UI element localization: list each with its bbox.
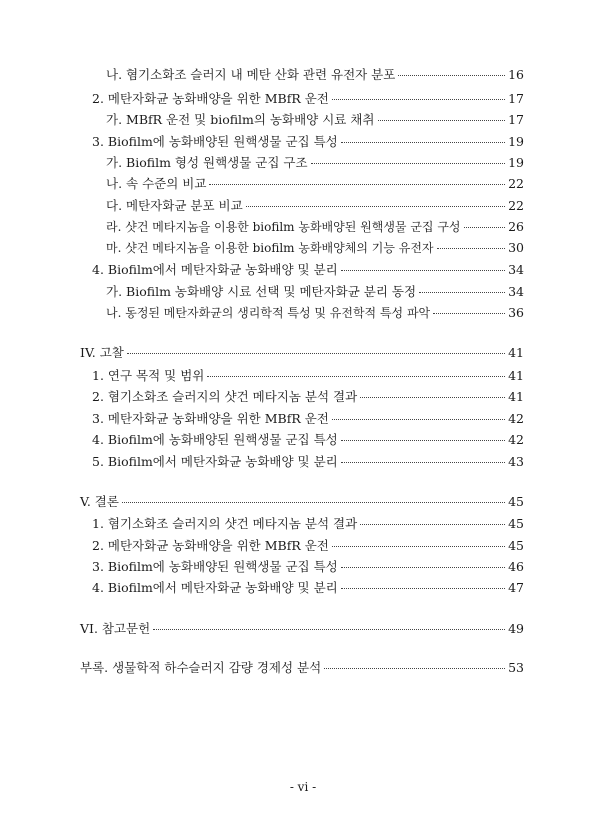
- toc-entry-page: 42: [508, 432, 524, 447]
- toc-entry[interactable]: [106, 305, 524, 321]
- toc-entry-page: 41: [508, 368, 524, 383]
- toc-entry-label: 나. 혐기소화조 슬러지 내 메탄 산화 관련 유전자 분포: [106, 67, 396, 82]
- toc-entry-page: 22: [508, 176, 524, 191]
- toc-entry[interactable]: [106, 219, 524, 235]
- toc-entry-label: 라. 샷건 메타지놈을 이용한 biofilm 농화배양된 원핵생물 군집 구성: [106, 220, 461, 234]
- toc-entry-label: 5. Biofilm에서 메탄자화균 농화배양 및 분리: [92, 454, 338, 469]
- dot-leader: [341, 270, 505, 271]
- dot-leader: [341, 462, 505, 463]
- toc-entry-label: IV. 고찰: [80, 345, 124, 360]
- dot-leader: [378, 120, 506, 121]
- toc-entry-page: 41: [508, 389, 524, 404]
- toc-entry-label: V. 결론: [80, 494, 119, 509]
- dot-leader: [332, 419, 505, 420]
- toc-entry[interactable]: [92, 134, 524, 150]
- toc-entry-page: 34: [508, 284, 524, 299]
- dot-leader: [209, 184, 505, 185]
- dot-leader: [153, 629, 505, 630]
- dot-leader: [464, 227, 506, 228]
- toc-entry-label: 1. 연구 목적 및 범위: [92, 368, 205, 383]
- toc-entry-page: 41: [508, 345, 524, 360]
- dot-leader: [246, 206, 505, 207]
- toc-entry[interactable]: [106, 112, 524, 128]
- toc-entry-page: 42: [508, 411, 524, 426]
- toc-entry-page: 17: [508, 91, 524, 106]
- toc-entry-page: 47: [508, 580, 524, 595]
- dot-leader: [433, 313, 505, 314]
- toc-entry-label: 1. 혐기소화조 슬러지의 샷건 메타지놈 분석 결과: [92, 516, 358, 531]
- toc-entry-page: 45: [508, 516, 524, 531]
- toc-entry[interactable]: [106, 240, 524, 256]
- dot-leader: [332, 546, 505, 547]
- dot-leader: [341, 588, 505, 589]
- toc-entry-label: 3. 메탄자화균 농화배양을 위한 MBfR 운전: [92, 411, 329, 426]
- toc-entry-label: 나. 속 수준의 비교: [106, 176, 207, 191]
- toc-entry-page: 46: [508, 559, 524, 574]
- toc-entry-label: 3. Biofilm에 농화배양된 원핵생물 군집 특성: [92, 134, 338, 149]
- toc-entry[interactable]: [92, 559, 524, 575]
- toc-entry-page: 45: [508, 538, 524, 553]
- toc-entry-label: 2. 메탄자화균 농화배양을 위한 MBfR 운전: [92, 91, 329, 106]
- dot-leader: [341, 440, 505, 441]
- toc-entry-label: 다. 메탄자화균 분포 비교: [106, 198, 243, 213]
- toc-entry-page: 43: [508, 454, 524, 469]
- toc-entry-page: 36: [508, 305, 524, 320]
- dot-leader: [419, 292, 505, 293]
- toc-entry-label: 부록. 생물학적 하수슬러지 감량 경제성 분석: [80, 660, 322, 675]
- toc-entry-label: 2. 혐기소화조 슬러지의 샷건 메타지놈 분석 결과: [92, 389, 358, 404]
- toc-entry[interactable]: [92, 580, 524, 596]
- toc-entry[interactable]: [92, 538, 524, 554]
- dot-leader: [311, 163, 506, 164]
- toc-entry[interactable]: [80, 621, 524, 637]
- toc-entry[interactable]: [92, 432, 524, 448]
- toc-entry-page: 53: [508, 660, 524, 675]
- dot-leader: [437, 248, 506, 249]
- toc-entry-page: 17: [508, 112, 524, 127]
- dot-leader: [360, 524, 505, 525]
- toc-entry-label: 3. Biofilm에 농화배양된 원핵생물 군집 특성: [92, 559, 338, 574]
- toc-entry-page: 19: [508, 155, 524, 170]
- toc-entry-page: 30: [508, 240, 524, 255]
- toc-entry[interactable]: [80, 345, 524, 361]
- toc-entry[interactable]: [92, 454, 524, 470]
- toc-entry-label: 4. Biofilm에 농화배양된 원핵생물 군집 특성: [92, 432, 338, 447]
- page-number-footer: - vi -: [289, 780, 317, 794]
- toc-entry-page: 16: [508, 67, 524, 82]
- toc-entry-page: 22: [508, 198, 524, 213]
- dot-leader: [341, 142, 505, 143]
- toc-entry[interactable]: [92, 411, 524, 427]
- toc-entry[interactable]: [106, 176, 524, 192]
- toc-entry-label: 가. Biofilm 형성 원핵생물 군집 구조: [106, 155, 308, 170]
- toc-entry[interactable]: [106, 198, 524, 214]
- toc-entry[interactable]: [92, 262, 524, 278]
- toc-entry[interactable]: [92, 91, 524, 107]
- toc-entry-page: 49: [508, 621, 524, 636]
- toc-entry-label: 4. Biofilm에서 메탄자화균 농화배양 및 분리: [92, 580, 338, 595]
- dot-leader: [324, 668, 505, 669]
- dot-leader: [341, 567, 505, 568]
- toc-entry-label: 4. Biofilm에서 메탄자화균 농화배양 및 분리: [92, 262, 338, 277]
- toc-entry[interactable]: [92, 389, 524, 405]
- dot-leader: [332, 99, 505, 100]
- toc-entry-label: 나. 동정된 메탄자화균의 생리학적 특성 및 유전학적 특성 파악: [106, 306, 431, 320]
- toc-entry-label: VI. 참고문헌: [80, 621, 151, 636]
- toc-entry-page: 19: [508, 134, 524, 149]
- toc-entry[interactable]: [80, 660, 524, 676]
- toc-entry-label: 마. 샷건 메타지놈을 이용한 biofilm 농화배양체의 기능 유전자: [106, 241, 434, 255]
- dot-leader: [207, 376, 505, 377]
- toc-entry-label: 가. Biofilm 농화배양 시료 선택 및 메탄자화균 분리 동정: [106, 284, 417, 299]
- toc-entry-page: 45: [508, 494, 524, 509]
- toc-entry[interactable]: [80, 494, 524, 510]
- toc-entry-label: 가. MBfR 운전 및 biofilm의 농화배양 시료 채취: [106, 112, 375, 127]
- toc-entry[interactable]: [106, 67, 524, 83]
- toc-entry[interactable]: [106, 284, 524, 300]
- dot-leader: [360, 397, 505, 398]
- dot-leader: [127, 353, 505, 354]
- dot-leader: [122, 502, 505, 503]
- toc-entry-label: 2. 메탄자화균 농화배양을 위한 MBfR 운전: [92, 538, 329, 553]
- toc-entry[interactable]: [92, 516, 524, 532]
- toc-entry-page: 34: [508, 262, 524, 277]
- toc-entry[interactable]: [106, 155, 524, 171]
- toc-entry[interactable]: [92, 368, 524, 384]
- dot-leader: [398, 75, 505, 76]
- toc-entry-page: 26: [508, 219, 524, 234]
